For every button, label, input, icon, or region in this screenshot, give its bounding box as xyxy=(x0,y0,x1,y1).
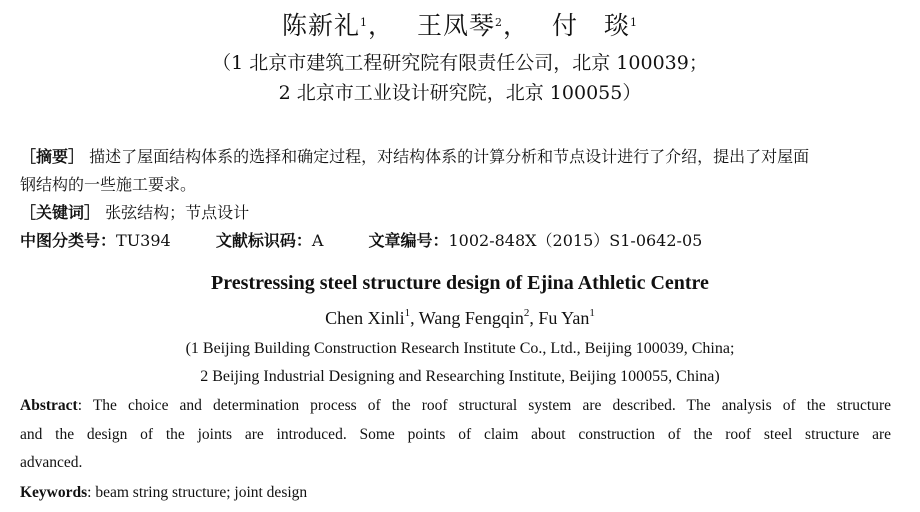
en-abstract-line-3: advanced. xyxy=(20,454,83,471)
cn-keywords-label: ［关键词］ xyxy=(20,203,101,222)
cn-affiliation-2: 2 北京市工业设计研究院，北京 100055） xyxy=(278,82,642,104)
cn-author-3: 付 琰$^1$ xyxy=(551,11,638,40)
cn-affiliation-1: （1 北京市建筑工程研究院有限责任公司，北京 100039； xyxy=(212,52,708,74)
cn-abstract-line-2: 钢结构的一些施工要求。 xyxy=(20,175,197,194)
cn-class-value: TU394 xyxy=(116,231,171,250)
cn-classification xyxy=(20,228,702,251)
cn-article-label: 文章编号： xyxy=(368,231,449,250)
en-affiliation-1: (1 Beijing Building Construction Research Institute Co., Ltd., Beijing 100039, China; xyxy=(185,340,735,357)
en-abstract-label: Abstract xyxy=(20,397,78,414)
cn-abstract-label: ［摘要］ xyxy=(20,147,85,166)
cn-article-value: 1002-848X（2015）S1-0642-05 xyxy=(448,231,703,250)
en-author-3: Fu Yan$^1$ xyxy=(538,307,595,328)
en-keywords-label: Keywords xyxy=(20,484,88,501)
en-keywords: Keywords: beam string structure; joint design xyxy=(20,484,308,501)
en-keywords-text: beam string structure; joint design xyxy=(95,484,308,501)
cn-authors xyxy=(0,6,920,42)
en-affiliation-2: 2 Beijing Industrial Designing and Researching Institute, Beijing 100055, China) xyxy=(200,368,720,385)
cn-doc-label: 文献标识码： xyxy=(215,231,312,250)
cn-keywords-text: 张弦结构；节点设计 xyxy=(105,203,250,222)
en-abstract-text-1: The choice and determination process of the roof structural system are described. The analysis of the structure xyxy=(92,397,891,414)
cn-keywords xyxy=(20,200,249,223)
cn-class-label: 中图分类号： xyxy=(20,231,117,250)
en-title: Prestressing steel structure design of Ejina Athletic Centre xyxy=(211,272,709,294)
en-authors xyxy=(0,308,920,329)
cn-abstract-text-1: 描述了屋面结构体系的选择和确定过程，对结构体系的计算分析和节点设计进行了介绍，提出了对屋面 xyxy=(89,147,810,166)
en-abstract-line-2: and the design of the joints are introduced. Some points of claim about construction of the roof steel structure are xyxy=(20,426,891,443)
cn-author-1: 陈新礼$^1$， xyxy=(282,11,395,40)
en-author-2: Wang Fengqin$^2$, xyxy=(418,307,539,328)
en-author-1: Chen Xinli$^1$, xyxy=(325,307,419,328)
en-abstract-line-1: Abstract: The choice and determination process of the roof structural system are described. The analysis of the structure xyxy=(20,397,891,414)
cn-doc-value: A xyxy=(311,231,324,250)
cn-abstract-line-1 xyxy=(20,144,809,167)
cn-author-2: 王凤琴$^2$， xyxy=(416,11,530,40)
